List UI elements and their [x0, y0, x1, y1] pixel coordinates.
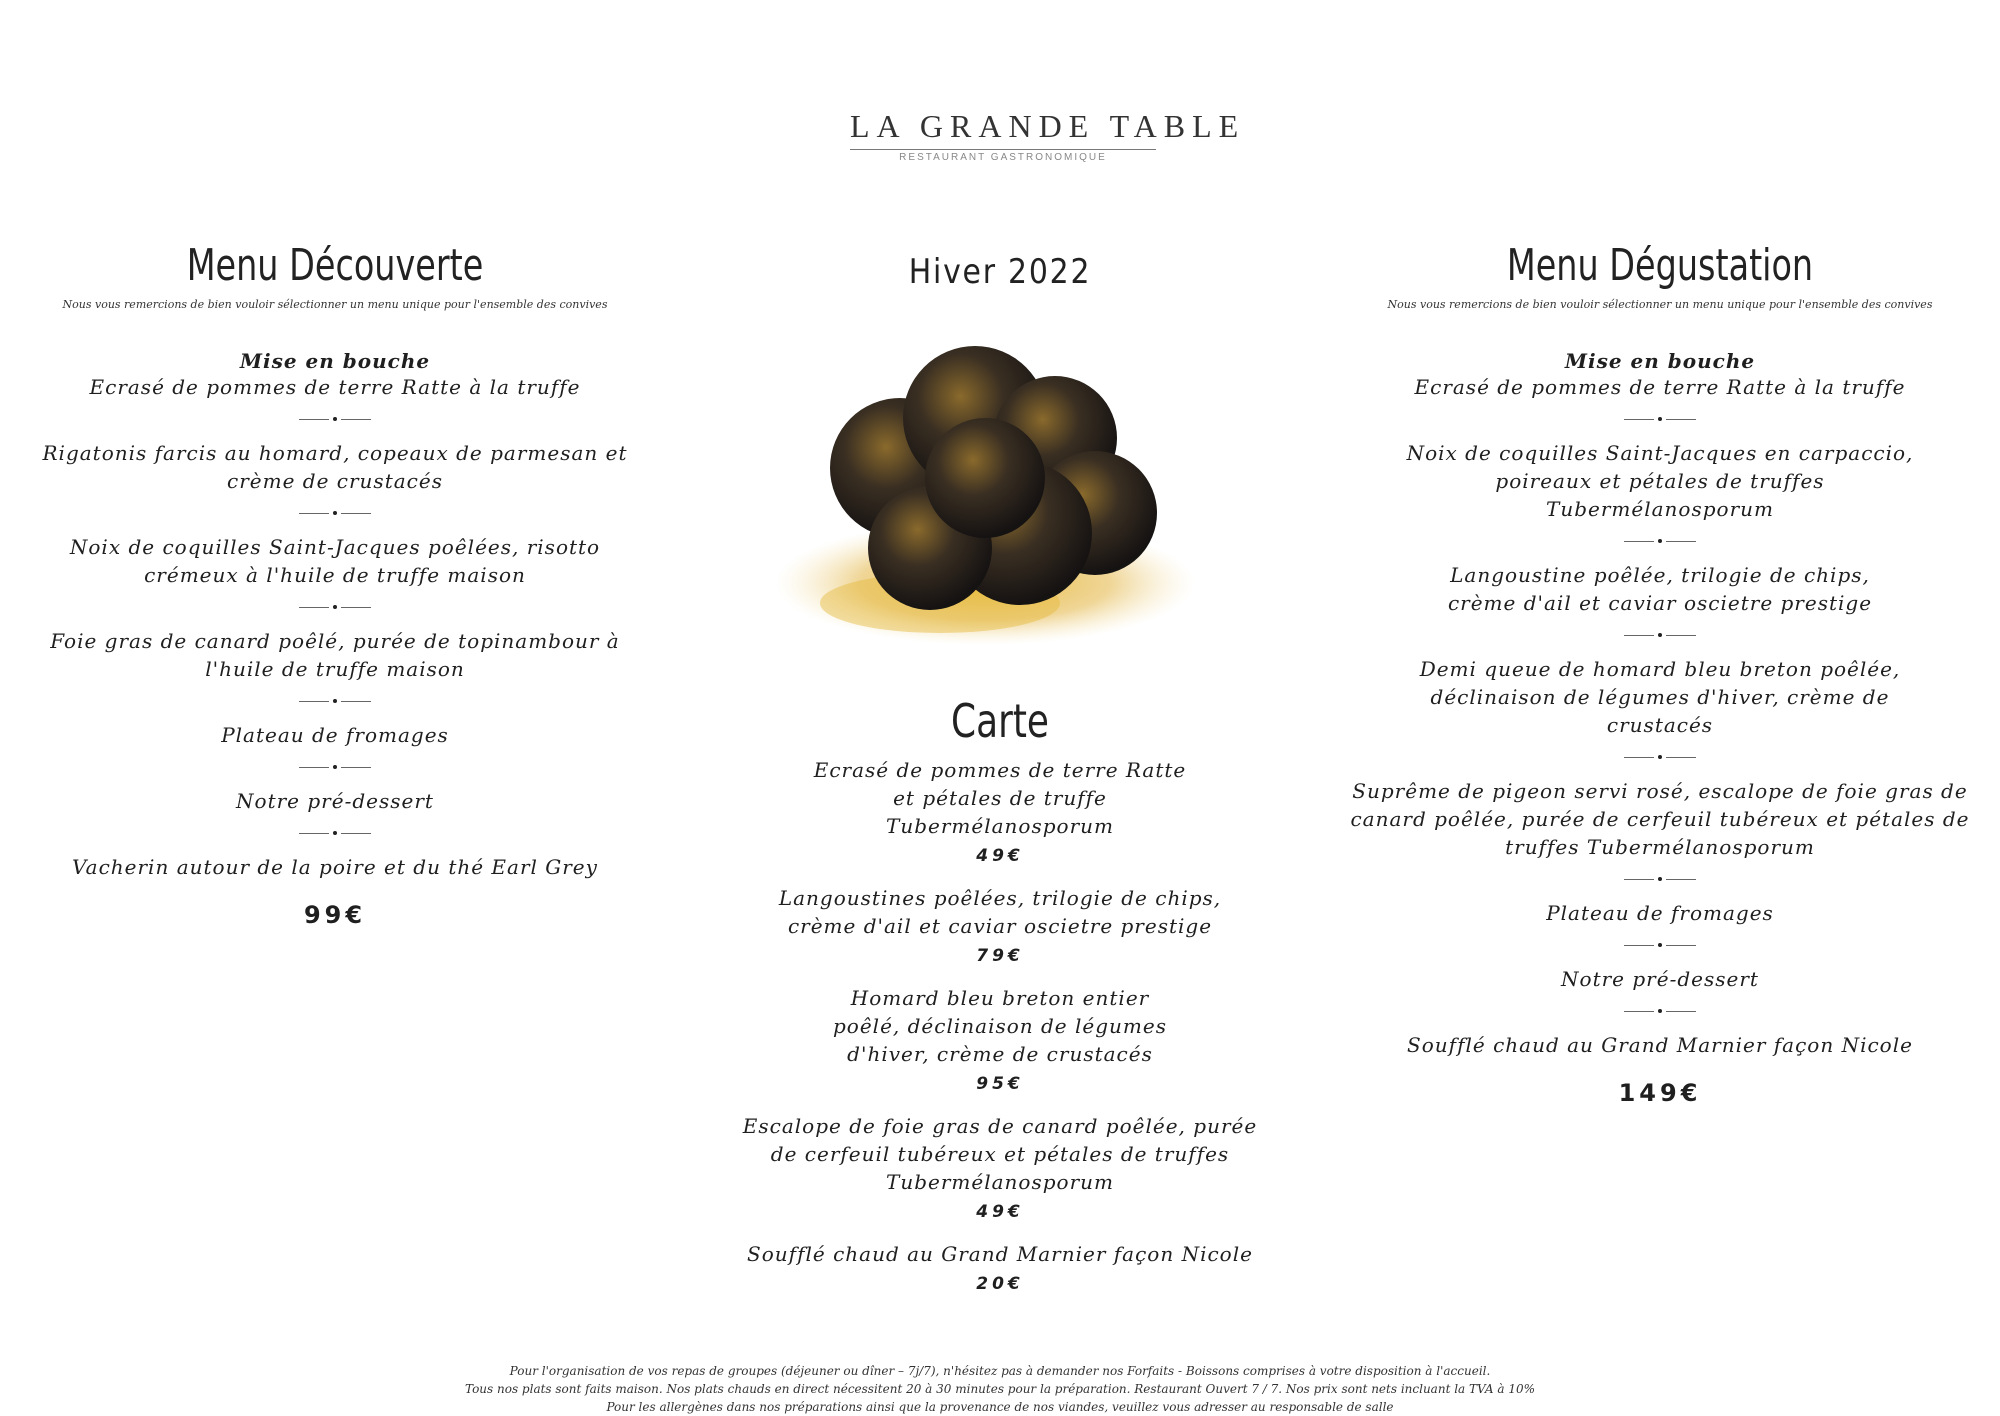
carte-item [700, 1112, 1300, 1226]
dish: Ecrasé de pommes de terre Ratte à la truffe [89, 375, 581, 399]
footer-line: Pour l'organisation de vos repas de groupes (déjeuner ou dîner – 7j/7), n'hésitez pas à demander nos Forfaits - Boissons comprises à votre disposition à l'accueil. [509, 1364, 1491, 1378]
carte-item [700, 984, 1300, 1098]
ornament-divider [1335, 753, 1985, 761]
ornament-divider [40, 829, 630, 837]
carte-item-price: 95€ [976, 1074, 1024, 1094]
carte-item-name: Soufflé chaud au Grand Marnier façon Nicole [747, 1242, 1253, 1266]
restaurant-logo [850, 108, 1246, 163]
carte-item-price: 20€ [976, 1274, 1024, 1294]
ornament-divider [1335, 537, 1985, 545]
ornament-divider [40, 509, 630, 517]
carte-item-name: Ecrasé de pommes de terre Ratte et pétales de truffe Tubermélanosporum [813, 758, 1187, 838]
carte-item [700, 756, 1300, 870]
section-label: Mise en bouche [1564, 349, 1756, 373]
dish: Vacherin autour de la poire et du thé Earl Grey [72, 855, 598, 879]
dish: Noix de coquilles Saint-Jacques en carpaccio, poireaux et pétales de truffes Tubermélanosporum [1406, 441, 1914, 521]
footer-line: Pour les allergènes dans nos préparations ainsi que la provenance de nos viandes, veuillez vous adresser au responsable de salle [606, 1400, 1394, 1414]
dish: Plateau de fromages [221, 723, 449, 747]
dish: Ecrasé de pommes de terre Ratte à la truffe [1414, 375, 1906, 399]
logo-name: LA GRANDE TABLE [850, 108, 1246, 144]
carte-item-name: Escalope de foie gras de canard poêlée, purée de cerfeuil tubéreux et pétales de truffes Tubermélanosporum [742, 1114, 1258, 1194]
dish: Suprême de pigeon servi rosé, escalope de foie gras de canard poêlée, purée de cerfeuil tubéreux et pétales de truffes Tubermélanosporum [1350, 779, 1970, 859]
ornament-divider [1335, 941, 1985, 949]
carte-item [700, 884, 1300, 970]
footer-notes [300, 1362, 1700, 1416]
ornament-divider [1335, 415, 1985, 423]
menu-price: 99€ [303, 901, 367, 929]
carte-item-name: Langoustines poêlées, trilogie de chips, crème d'ail et caviar oscietre prestige [778, 886, 1222, 938]
menu-note: Nous vous remercions de bien vouloir sélectionner un menu unique pour l'ensemble des convives [62, 298, 608, 311]
menu-title: Menu Découverte [186, 240, 484, 291]
carte-item-name: Homard bleu breton entier poêlé, déclinaison de légumes d'hiver, crème de crustacés [833, 986, 1167, 1066]
center-column [700, 252, 1300, 292]
ornament-divider [1335, 631, 1985, 639]
ornament-divider [40, 603, 630, 611]
menu-decouverte [40, 236, 630, 929]
menu-degustation [1335, 236, 1985, 1107]
menu-note: Nous vous remercions de bien vouloir sélectionner un menu unique pour l'ensemble des convives [1387, 298, 1933, 311]
carte-item-price: 49€ [976, 1202, 1024, 1222]
dish: Notre pré-dessert [1561, 967, 1759, 991]
carte-item-price: 79€ [976, 946, 1024, 966]
carte-title: Carte [951, 694, 1049, 748]
carte-section [700, 694, 1300, 1312]
dish: Notre pré-dessert [236, 789, 434, 813]
logo-subtitle: RESTAURANT GASTRONOMIQUE [899, 152, 1107, 163]
menu-price: 149€ [1618, 1079, 1702, 1107]
ornament-divider [1335, 875, 1985, 883]
ornament-divider [40, 697, 630, 705]
dish: Demi queue de homard bleu breton poêlée, déclinaison de légumes d'hiver, crème de crustacés [1419, 657, 1901, 737]
dish: Rigatonis farcis au homard, copeaux de parmesan et crème de crustacés [42, 441, 628, 493]
footer-line: Tous nos plats sont faits maison. Nos plats chauds en direct nécessitent 20 à 30 minutes pour la préparation. Restaurant Ouvert 7 / 7. Nos prix sont nets incluant la TVA à 10% [465, 1382, 1535, 1396]
section-label: Mise en bouche [239, 349, 431, 373]
truffle-icon [770, 318, 1210, 658]
menu-title: Menu Dégustation [1506, 240, 1814, 291]
truffle-illustration [770, 318, 1210, 658]
ornament-divider [1335, 1007, 1985, 1015]
dish: Langoustine poêlée, trilogie de chips, crème d'ail et caviar oscietre prestige [1447, 563, 1873, 615]
ornament-divider [40, 415, 630, 423]
carte-item-price: 49€ [976, 846, 1024, 866]
carte-item [700, 1240, 1300, 1298]
season-title: Hiver 2022 [908, 252, 1092, 292]
ornament-divider [40, 763, 630, 771]
dish: Noix de coquilles Saint-Jacques poêlées, risotto crémeux à l'huile de truffe maison [69, 535, 601, 587]
dish: Foie gras de canard poêlé, purée de topinambour à l'huile de truffe maison [50, 629, 620, 681]
dish: Plateau de fromages [1546, 901, 1774, 925]
dish: Soufflé chaud au Grand Marnier façon Nicole [1407, 1033, 1913, 1057]
logo-rule [850, 149, 1156, 150]
